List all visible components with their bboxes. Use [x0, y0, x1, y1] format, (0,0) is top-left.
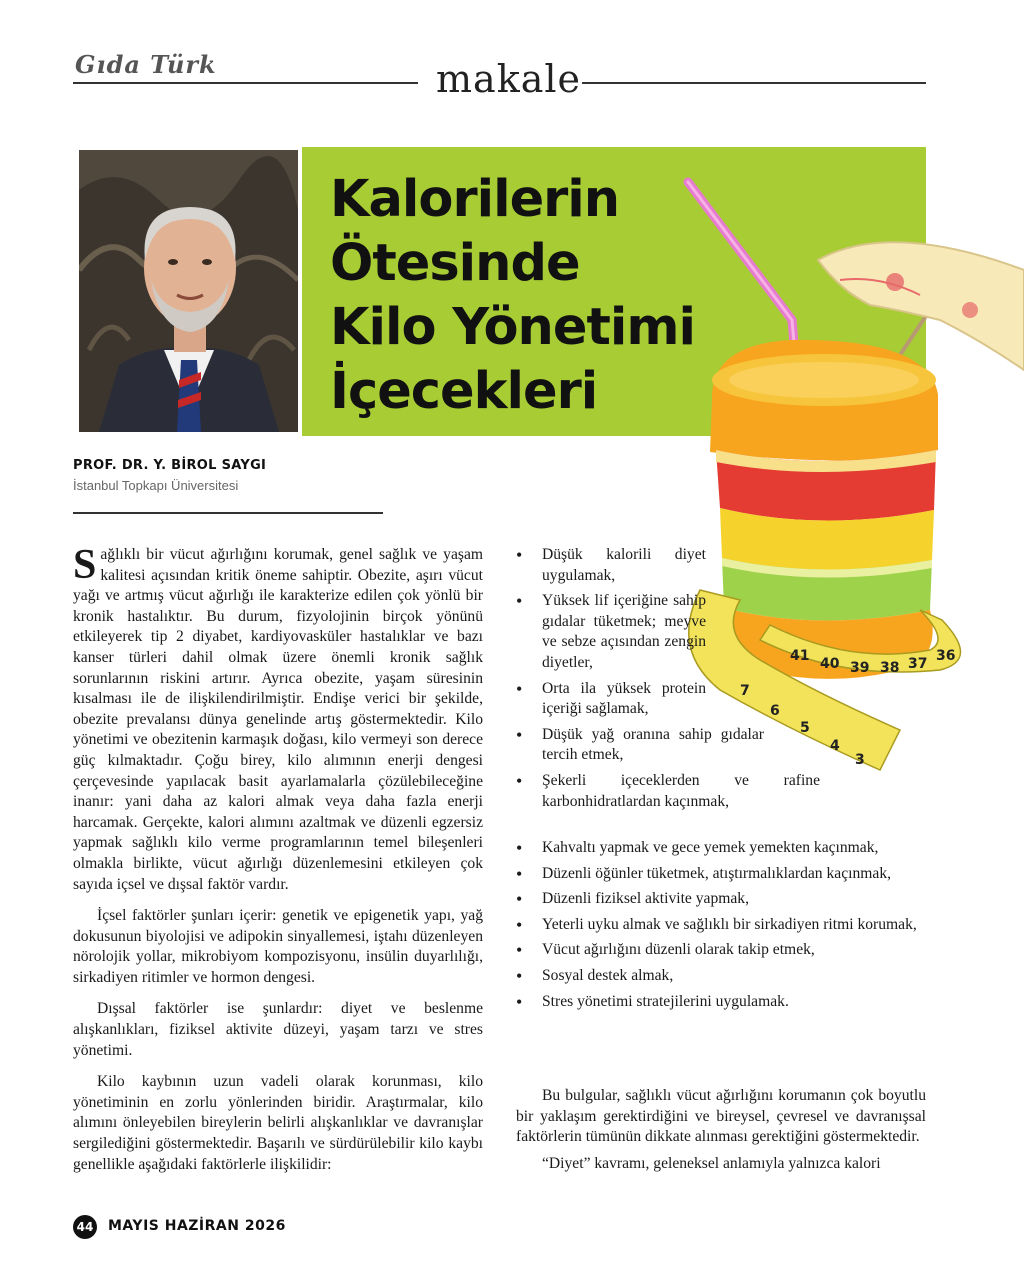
- bullet-item: • Orta ila yüksek protein içeriği sağlamak,: [516, 679, 706, 720]
- bullet-item: • Sosyal destek almak,: [516, 966, 926, 987]
- paragraph-3: Dışsal faktörler ise şunlardır: diyet ve beslenme alışkanlıkları, fiziksel aktivite düzeyi, yaşam tarzı ve stres yönetimi.: [73, 1000, 483, 1059]
- bullet-item: • Stres yönetimi stratejilerini uygulamak.: [516, 992, 926, 1013]
- fruit-drink-illustration: [680, 170, 1024, 810]
- title-line-2: Ötesinde: [330, 234, 580, 293]
- paragraph-1-text: ağlıklı bir vücut ağırlığını korumak, genel sağlık ve yaşam kalitesi açısından kritik öneme sahiptir. Obezite, aşırı vücut yağı ve artmış vücut ağırlığı ile karakterize edilen çok yönlü bir kronik hastalıktır. Bu durum, fizyolojinin birçok yönünü etkileyerek tip 2 diyabet, kardiyovasküler hastalıklar ve bazı kanser türleri dahil olmak üzere önemli kronik sağlık sorunlarının riskini artırır. Ayrıca obezite, yaşam süresinin kısalması ile de ilişkilendirilmiştir. Endişe verici bir şekilde, obezite prevalansı dünya genelinde artış göstermektedir. Kilo yönetimi ve obezitenin karmaşık doğası, kilo vermeyi son derece güç kılmaktadır. Çoğu birey, kilo alımının enerji dengesi çerçevesinde yapılacak basit ayarlamalarla çözülebileceğine inanır: yani daha az kalori almak veya daha fazla enerji harcamak. Gerçekte, kalori alımını azaltmak ve düzenli egzersiz yapmak sağlıklı kilo verme programlarının temel bileşenleri olmakla birlikte, vücut ağırlığı düzenlemesini etkileyen çok sayıda içsel ve dışsal faktör vardır.: [73, 546, 483, 893]
- bullet-item: • Düzenli fiziksel aktivite yapmak,: [516, 889, 926, 910]
- svg-text:41: 41: [790, 648, 810, 664]
- bullet-item: • Şekerli içeceklerden ve rafine karbonhidratlardan kaçınmak,: [516, 771, 820, 812]
- svg-text:37: 37: [908, 656, 928, 672]
- svg-text:39: 39: [850, 660, 870, 676]
- author-name: PROF. DR. Y. BİROL SAYGI: [73, 458, 267, 473]
- svg-text:7: 7: [740, 683, 750, 699]
- drop-cap: S: [73, 542, 97, 588]
- svg-text:4: 4: [830, 738, 840, 754]
- bullet-item: • Yüksek lif içeriğine sahip gıdalar tüketmek; meyve ve sebze açısından zengin diyetler,: [516, 591, 706, 673]
- page-number: 44: [73, 1215, 97, 1239]
- right-column: [516, 1086, 926, 1180]
- article-title: [330, 168, 730, 424]
- svg-text:3: 3: [855, 752, 865, 768]
- paragraph-1: [73, 542, 483, 895]
- author-affiliation: İstanbul Topkapı Üniversitesi: [73, 478, 239, 493]
- author-portrait-image: [79, 150, 298, 432]
- title-line-4: İçecekleri: [330, 362, 598, 421]
- bullet-item: • Düşük yağ oranına sahip gıdalar tercih etmek,: [516, 725, 764, 766]
- paragraph-6: “Diyet” kavramı, geleneksel anlamıyla yalnızca kalori: [542, 1154, 881, 1172]
- issue-date: MAYIS HAZİRAN 2026: [108, 1218, 286, 1234]
- bullet-item: • Düşük kalorili diyet uygulamak,: [516, 545, 706, 586]
- paragraph-4: Kilo kaybının uzun vadeli olarak korunması, kilo yönetiminin en zorlu yönlerinden biridir. Araştırmalar, kilo alımını önleyebilen bireylerin belirli alışkanlıklar ve davranışlar sergilediğini göstermektedir. Başarılı ve sürdürülebilir kilo kaybı genellikle aşağıdaki faktörlerle ilişkilidir:: [73, 1073, 483, 1173]
- header-rule-left: [73, 82, 418, 84]
- title-line-1: Kalorilerin: [330, 170, 620, 229]
- paragraph-2: İçsel faktörler şunları içerir: genetik ve epigenetik yapı, yağ dokusunun biyolojisi ve adipokin sinyallemesi, iştahı düzenleyen nörolojik yollar, mikrobiyom kompozisyonu, insülin duyarlılığı, sirkadiyen ritimler ve hormon dengesi.: [73, 907, 483, 986]
- author-photo: [79, 150, 298, 432]
- svg-text:38: 38: [880, 660, 900, 676]
- bullet-item: • Kahvaltı yapmak ve gece yemek yemekten kaçınmak,: [516, 838, 926, 859]
- section-label: makale: [436, 57, 582, 101]
- bullet-item: • Düzenli öğünler tüketmek, atıştırmalıklardan kaçınmak,: [516, 864, 926, 885]
- author-rule: [73, 512, 383, 514]
- magazine-brand: Gıda Türk: [75, 50, 217, 79]
- svg-text:6: 6: [770, 703, 780, 719]
- svg-text:40: 40: [820, 656, 840, 672]
- svg-text:36: 36: [936, 648, 956, 664]
- bullet-item: • Yeterli uyku almak ve sağlıklı bir sirkadiyen ritmi korumak,: [516, 915, 926, 936]
- paragraph-5: Bu bulgular, sağlıklı vücut ağırlığını korumanın çok boyutlu bir yaklaşım gerektirdiğini ve bireysel, çevresel ve davranışsal faktörlerin tümünün dikkate alınması gerektiğini göstermektedir.: [516, 1087, 926, 1146]
- title-line-3: Kilo Yönetimi: [330, 298, 695, 357]
- bullet-item: • Vücut ağırlığını düzenli olarak takip etmek,: [516, 940, 926, 961]
- svg-text:5: 5: [800, 720, 810, 736]
- left-column: [73, 542, 483, 1186]
- header-rule-right: [582, 82, 926, 84]
- bullet-list-wide: [516, 838, 926, 1017]
